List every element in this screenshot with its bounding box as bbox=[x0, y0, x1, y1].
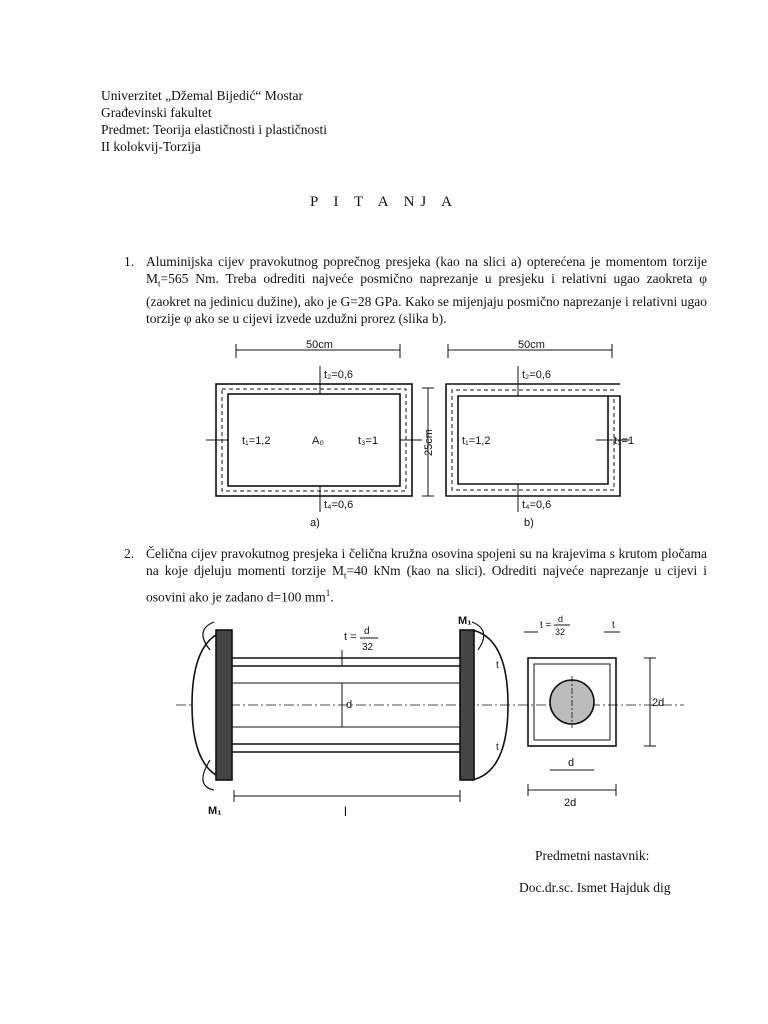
figure-2-tube-and-shaft bbox=[172, 610, 684, 820]
t-left-frac-num-2: t bbox=[496, 742, 499, 753]
question-text: Aluminijska cijev pravokutnog poprečnog presjeka (kao na slici a) opterećena je momentom torzije $M_t=565$ Nm. Treba odrediti najveće posmično naprezanje u presjeku i relativni ugao zaokreta φ (zaokret na jedinicu dužine), ako je G=28 GPa. Kako se mijenjaju posmično naprezanje i relativni ugao torzije φ ako se u cijevi izvede uzdužni prorez (slika b). bbox=[146, 254, 707, 326]
fig-a-t2-label: t₂=0,6 bbox=[324, 369, 354, 381]
fig-a-t4-label: t₄=0,6 bbox=[324, 499, 354, 511]
question-1 bbox=[124, 253, 707, 327]
fig-b-t2-label: t₂=0,6 bbox=[522, 369, 552, 381]
moment-label-top: M₁ bbox=[458, 615, 472, 627]
length-label: l bbox=[344, 804, 347, 819]
signature-name: Doc.dr.sc. Ismet Hajduk dig bbox=[519, 880, 671, 895]
section-t-right: t bbox=[612, 620, 615, 631]
moment-label-bottom: M₁ bbox=[208, 805, 222, 817]
university-name: Univerzitet „Džemal Bijedić“ Mostar bbox=[101, 88, 304, 103]
fig-a-area-label: A₀ bbox=[312, 435, 324, 447]
fig-b-t1-label: t₁=1,2 bbox=[462, 435, 491, 447]
fig-a-caption: a) bbox=[310, 517, 320, 529]
fig-b-t3-label: t₃=1 bbox=[614, 435, 635, 447]
section-2d-bottom: 2d bbox=[564, 797, 577, 809]
signature-role: Predmetni nastavnik: bbox=[535, 848, 650, 863]
fig-b-caption: b) bbox=[524, 517, 534, 529]
question-number: 2. bbox=[124, 546, 135, 561]
exam-name: II kolokvij-Torzija bbox=[101, 139, 201, 154]
fig-b-width-label: 50cm bbox=[518, 339, 545, 351]
document-header bbox=[101, 87, 327, 155]
t-label: t = bbox=[344, 631, 357, 643]
section-2d-right: 2d bbox=[652, 697, 665, 709]
fig-a-t3-label: t₃=1 bbox=[358, 435, 379, 447]
d-label: d bbox=[346, 699, 353, 711]
t-left-frac-num: t bbox=[496, 660, 499, 671]
faculty-name: Građevinski fakultet bbox=[101, 105, 212, 120]
page-title: P I T A NJ A bbox=[309, 194, 458, 210]
section-t-den: 32 bbox=[555, 627, 566, 637]
course-name: Predmet: Teorija elastičnosti i plastičnosti bbox=[101, 122, 328, 137]
question-2 bbox=[124, 545, 707, 605]
fig-b-height-label: 25cm bbox=[423, 429, 435, 456]
t-fraction-num: d bbox=[364, 626, 370, 637]
section-t-num: d bbox=[558, 614, 564, 624]
fig-b-t4-label: t₄=0,6 bbox=[522, 499, 552, 511]
question-text: Čelična cijev pravokutnog presjeka i čelična kružna osovina spojeni su na krajevima s krutom pločama na koje djeluju momenti torzije $M_t=40$ kNm (kao na slici). Odrediti najveće naprezanje u cijevi i osovini ako je zadano d=100 $mm^1$. bbox=[146, 546, 707, 605]
t-fraction-den: 32 bbox=[362, 642, 374, 653]
fig-a-t1-label: t₁=1,2 bbox=[242, 435, 271, 447]
figure-1-tube-sections bbox=[200, 336, 640, 531]
section-d-bottom: d bbox=[568, 757, 575, 769]
fig-a-width-label: 50cm bbox=[306, 339, 333, 351]
question-number: 1. bbox=[124, 254, 135, 269]
section-t-label: t = bbox=[540, 620, 552, 631]
